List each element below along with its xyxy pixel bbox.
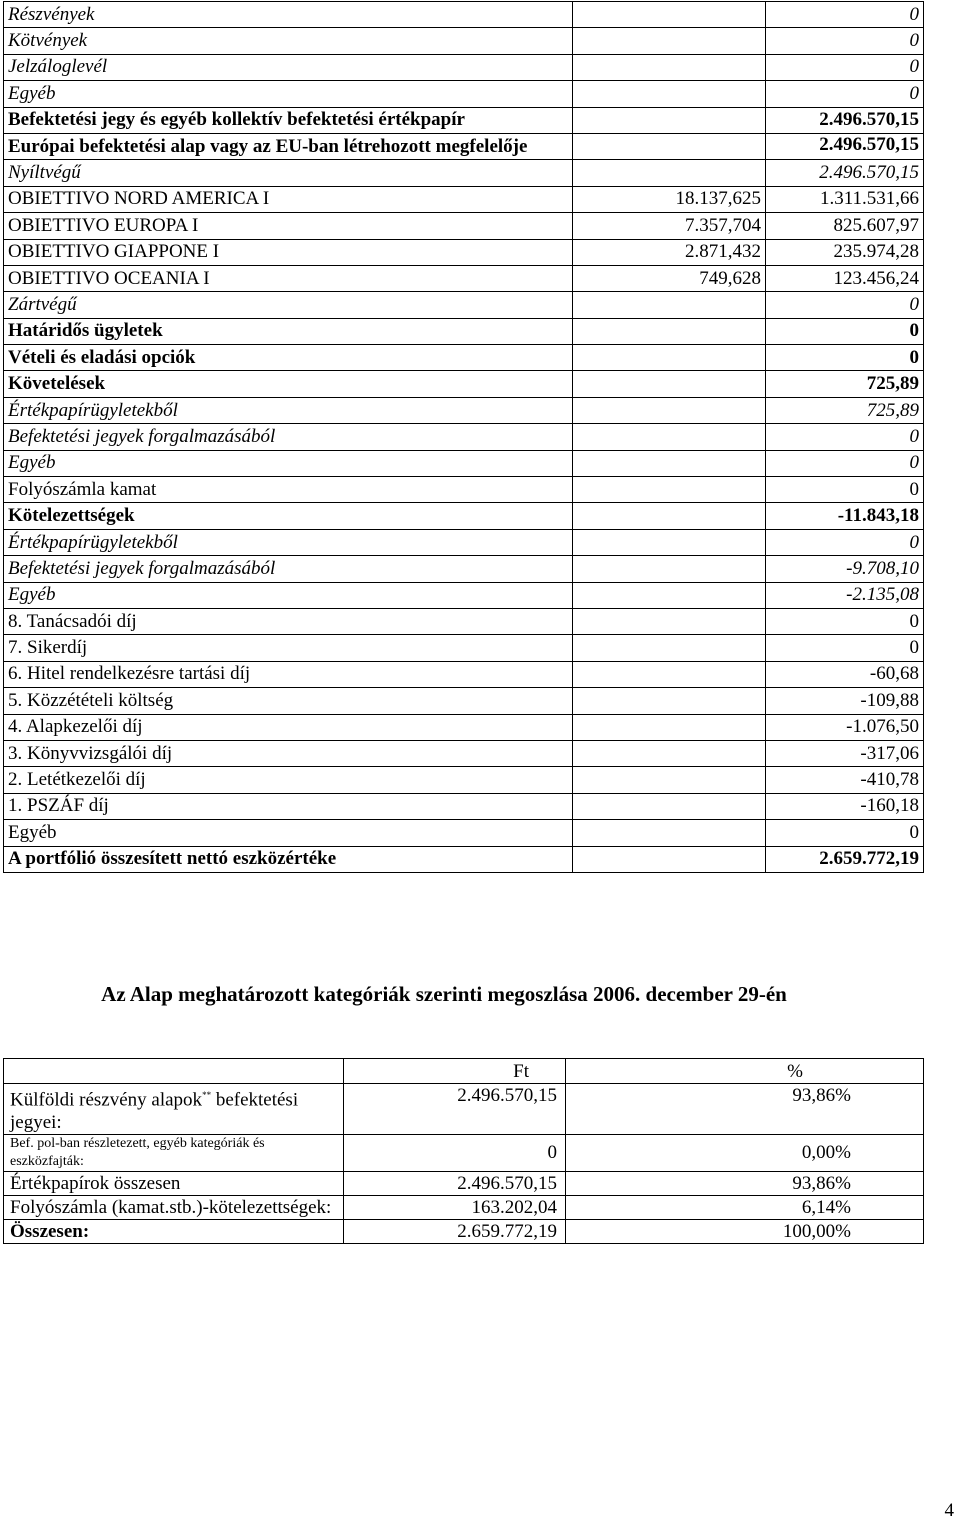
row-quantity <box>573 503 766 529</box>
page-number: 4 <box>944 1500 954 1521</box>
table-row <box>4 1084 924 1135</box>
row-value: 0 <box>766 318 924 344</box>
table-row <box>4 450 924 476</box>
row-label: OBIETTIVO GIAPPONE I <box>4 239 573 265</box>
row-value: 2.496.570,15 <box>766 107 924 133</box>
category-percent: 93,86% <box>566 1084 924 1135</box>
row-label: Egyéb <box>4 450 573 476</box>
row-value: 0 <box>766 292 924 318</box>
row-label: Jelzáloglevél <box>4 54 573 80</box>
row-value: 0 <box>766 608 924 634</box>
row-quantity <box>573 397 766 423</box>
row-value: -1.076,50 <box>766 714 924 740</box>
table-row <box>4 714 924 740</box>
row-label: 6. Hitel rendelkezésre tartási díj <box>4 661 573 687</box>
row-quantity <box>573 54 766 80</box>
row-label: Egyéb <box>4 582 573 608</box>
table-row <box>4 160 924 186</box>
table-row <box>4 820 924 846</box>
table-row <box>4 213 924 239</box>
table-row <box>4 688 924 714</box>
row-quantity <box>573 133 766 159</box>
row-quantity <box>573 345 766 371</box>
section-heading: Az Alap meghatározott kategóriák szerinti megoszlása 2006. december 29-én <box>101 982 787 1006</box>
table-row <box>4 81 924 107</box>
row-quantity <box>573 846 766 872</box>
header-empty-cell <box>4 1059 344 1084</box>
table-row <box>4 767 924 793</box>
row-value: 0 <box>766 820 924 846</box>
row-label: 7. Sikerdíj <box>4 635 573 661</box>
row-label: Zártvégű <box>4 292 573 318</box>
table-row <box>4 608 924 634</box>
row-value: 0 <box>766 477 924 503</box>
category-ft: 2.496.570,15 <box>344 1172 566 1196</box>
row-value: -2.135,08 <box>766 582 924 608</box>
row-quantity: 7.357,704 <box>573 213 766 239</box>
row-label: Egyéb <box>4 820 573 846</box>
row-quantity <box>573 318 766 344</box>
category-label-text: Összesen: <box>10 1221 90 1243</box>
row-value: 0 <box>766 28 924 54</box>
table-row <box>4 740 924 766</box>
category-ft: 163.202,04 <box>344 1196 566 1220</box>
row-quantity <box>573 556 766 582</box>
row-value: -9.708,10 <box>766 556 924 582</box>
row-quantity: 18.137,625 <box>573 186 766 212</box>
row-value: 0 <box>766 635 924 661</box>
table-row <box>4 635 924 661</box>
table-row <box>4 661 924 687</box>
row-label: Befektetési jegy és egyéb kollektív befektetési értékpapír <box>4 107 573 133</box>
row-label: 1. PSZÁF díj <box>4 793 573 819</box>
row-quantity: 2.871,432 <box>573 239 766 265</box>
table-row <box>4 186 924 212</box>
row-value: 1.311.531,66 <box>766 186 924 212</box>
row-label: 8. Tanácsadói díj <box>4 608 573 634</box>
row-quantity <box>573 450 766 476</box>
category-ft: 2.496.570,15 <box>344 1084 566 1135</box>
row-value: -410,78 <box>766 767 924 793</box>
row-label: Befektetési jegyek forgalmazásából <box>4 556 573 582</box>
table-row <box>4 1196 924 1220</box>
table-row <box>4 793 924 819</box>
row-quantity <box>573 2 766 28</box>
header-ft: Ft <box>344 1059 566 1084</box>
category-label-text: Külföldi részvény alapok <box>10 1089 203 1111</box>
row-quantity <box>573 661 766 687</box>
category-label-text: Értékpapírok összesen <box>10 1173 181 1195</box>
row-value: 235.974,28 <box>766 239 924 265</box>
row-quantity <box>573 820 766 846</box>
row-label: Kötvények <box>4 28 573 54</box>
row-label: 4. Alapkezelői díj <box>4 714 573 740</box>
table-row <box>4 239 924 265</box>
row-value: -160,18 <box>766 793 924 819</box>
category-label-text: Folyószámla (kamat.stb.)-kötelezettségek: <box>10 1197 332 1219</box>
row-label: Befektetési jegyek forgalmazásából <box>4 424 573 450</box>
category-percent: 100,00% <box>566 1220 924 1244</box>
row-label: Folyószámla kamat <box>4 477 573 503</box>
category-percent: 93,86% <box>566 1172 924 1196</box>
row-quantity <box>573 81 766 107</box>
row-quantity <box>573 740 766 766</box>
row-value: 0 <box>766 54 924 80</box>
row-value: 0 <box>766 81 924 107</box>
table-row <box>4 133 924 159</box>
row-value: 725,89 <box>766 371 924 397</box>
table-row <box>4 292 924 318</box>
row-label: Egyéb <box>4 81 573 107</box>
portfolio-table <box>3 1 924 873</box>
row-label: 3. Könyvvizsgálói díj <box>4 740 573 766</box>
row-label: Vételi és eladási opciók <box>4 345 573 371</box>
category-distribution-table <box>3 1058 924 1244</box>
category-label <box>4 1084 344 1135</box>
row-value: 0 <box>766 424 924 450</box>
table-row <box>4 477 924 503</box>
row-value: 2.659.772,19 <box>766 846 924 872</box>
row-value: 2.496.570,15 <box>766 133 924 159</box>
category-label <box>4 1196 344 1220</box>
table-row <box>4 318 924 344</box>
row-value: 123.456,24 <box>766 265 924 291</box>
table-row <box>4 2 924 28</box>
table-row <box>4 1220 924 1244</box>
table-row <box>4 107 924 133</box>
row-quantity <box>573 28 766 54</box>
row-label: A portfólió összesített nettó eszközértéke <box>4 846 573 872</box>
row-value: 825.607,97 <box>766 213 924 239</box>
table-row <box>4 1135 924 1172</box>
row-quantity: 749,628 <box>573 265 766 291</box>
footnote-marker: ** <box>202 1090 212 1100</box>
row-quantity <box>573 767 766 793</box>
row-quantity <box>573 160 766 186</box>
table-header-row <box>4 1059 924 1084</box>
row-label: Kötelezettségek <box>4 503 573 529</box>
row-quantity <box>573 608 766 634</box>
row-value: -317,06 <box>766 740 924 766</box>
category-label-continuation: befektetési jegyei: <box>10 1089 299 1134</box>
row-quantity <box>573 582 766 608</box>
table-row <box>4 1172 924 1196</box>
row-quantity <box>573 424 766 450</box>
table-row <box>4 371 924 397</box>
category-ft: 2.659.772,19 <box>344 1220 566 1244</box>
row-label: Európai befektetési alap vagy az EU-ban létrehozott megfelelője <box>4 133 573 159</box>
row-quantity <box>573 292 766 318</box>
row-value: 0 <box>766 2 924 28</box>
row-label: OBIETTIVO OCEANIA I <box>4 265 573 291</box>
row-quantity <box>573 477 766 503</box>
category-ft: 0 <box>344 1135 566 1172</box>
category-percent: 0,00% <box>566 1135 924 1172</box>
row-value: -109,88 <box>766 688 924 714</box>
category-label <box>4 1135 344 1172</box>
row-value: 725,89 <box>766 397 924 423</box>
row-quantity <box>573 793 766 819</box>
category-label-text: Bef. pol-ban részletezett, egyéb kategóriák és eszközfajták: <box>10 1136 265 1170</box>
row-quantity <box>573 529 766 555</box>
row-value: -11.843,18 <box>766 503 924 529</box>
table-row <box>4 54 924 80</box>
table-row <box>4 424 924 450</box>
row-label: Értékpapírügyletekből <box>4 529 573 555</box>
row-quantity <box>573 635 766 661</box>
row-value: -60,68 <box>766 661 924 687</box>
category-label <box>4 1172 344 1196</box>
table-row <box>4 846 924 872</box>
row-quantity <box>573 371 766 397</box>
header-percent: % <box>566 1059 924 1084</box>
row-quantity <box>573 107 766 133</box>
row-quantity <box>573 714 766 740</box>
row-label: Értékpapírügyletekből <box>4 397 573 423</box>
category-label <box>4 1220 344 1244</box>
table-row <box>4 397 924 423</box>
row-value: 0 <box>766 450 924 476</box>
row-label: 2. Letétkezelői díj <box>4 767 573 793</box>
table-row <box>4 28 924 54</box>
row-label: OBIETTIVO EUROPA I <box>4 213 573 239</box>
table-row <box>4 529 924 555</box>
row-label: 5. Közzétételi költség <box>4 688 573 714</box>
row-label: Határidős ügyletek <box>4 318 573 344</box>
row-label: Nyíltvégű <box>4 160 573 186</box>
category-percent: 6,14% <box>566 1196 924 1220</box>
row-value: 0 <box>766 345 924 371</box>
table-row <box>4 345 924 371</box>
row-quantity <box>573 688 766 714</box>
row-value: 2.496.570,15 <box>766 160 924 186</box>
table-row <box>4 582 924 608</box>
row-label: Részvények <box>4 2 573 28</box>
table-row <box>4 503 924 529</box>
table-row <box>4 556 924 582</box>
table-row <box>4 265 924 291</box>
row-label: Követelések <box>4 371 573 397</box>
row-value: 0 <box>766 529 924 555</box>
row-label: OBIETTIVO NORD AMERICA I <box>4 186 573 212</box>
